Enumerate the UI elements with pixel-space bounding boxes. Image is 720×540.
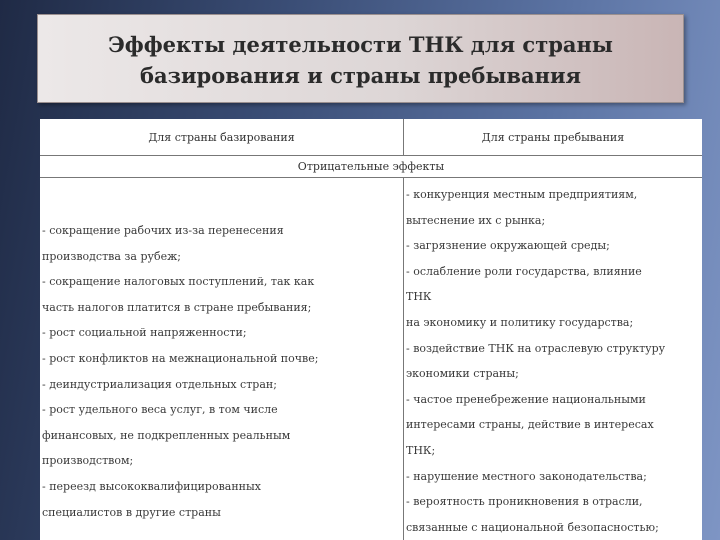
home-effect-line: - деиндустриализация отдельных стран; [42,377,277,391]
home-effect-line: производством; [42,454,134,468]
home-effect-line: специалистов в другие страны [42,505,221,519]
home-effect-line: - переезд высококвалифицированных [42,479,261,493]
host-effect-line: вытеснение их с рынка; [406,213,546,227]
home-effect-line: - рост конфликтов на межнациональной почве; [42,351,319,365]
host-effect-line: - воздействие ТНК на отраслевую структуру [406,341,666,355]
home-effect-line: финансовых, не подкрепленных реальным [42,428,291,442]
host-effect-line: - частое пренебрежение национальными [406,392,646,406]
host-effect-line: - загрязнение окружающей среды; [406,239,610,253]
host-effect-line: - ослабление роли государства, влияние [406,264,642,278]
slide-title [38,29,683,91]
host-effect-line: на экономику и политику государства; [406,315,634,329]
home-effect-line: часть налогов платится в стране пребывания; [42,300,312,314]
home-effect-line: - рост социальной напряженности; [42,326,247,340]
host-effect-line: ТНК [406,290,432,304]
title-box [37,14,684,103]
home-effect-line: - рост удельного веса услуг, в том числе [42,403,278,417]
host-effect-line: ТНК; [406,443,436,457]
effects-table [40,119,702,540]
host-effect-line: связанные с национальной безопасностью; [406,520,659,534]
host-effect-line: - вероятность проникновения в отрасли, [406,495,643,509]
host-effect-line: - конкуренция местным предприятиям, [406,188,638,201]
host-effect-line: экономики страны; [406,367,519,381]
slide-title-line1: Эффекты деятельности ТНК для страны [108,32,613,57]
header-host-country: Для страны пребывания [404,119,702,156]
section-negative-effects: Отрицательные эффекты [40,156,702,178]
home-effect-line: производства за рубеж; [42,249,181,263]
home-effect-line: - сокращение налоговых поступлений, так как [42,275,315,289]
header-home-country: Для страны базирования [40,119,404,156]
home-effect-line: - сокращение рабочих из-за перенесения [42,224,284,237]
host-effect-line: интересами страны, действие в интересах [406,418,654,432]
slide-title-line2: базирования и страны пребывания [139,63,582,88]
home-country-effects-cell [40,178,404,540]
host-country-effects-cell [404,178,702,540]
host-effect-line: - нарушение местного законодательства; [406,469,647,483]
